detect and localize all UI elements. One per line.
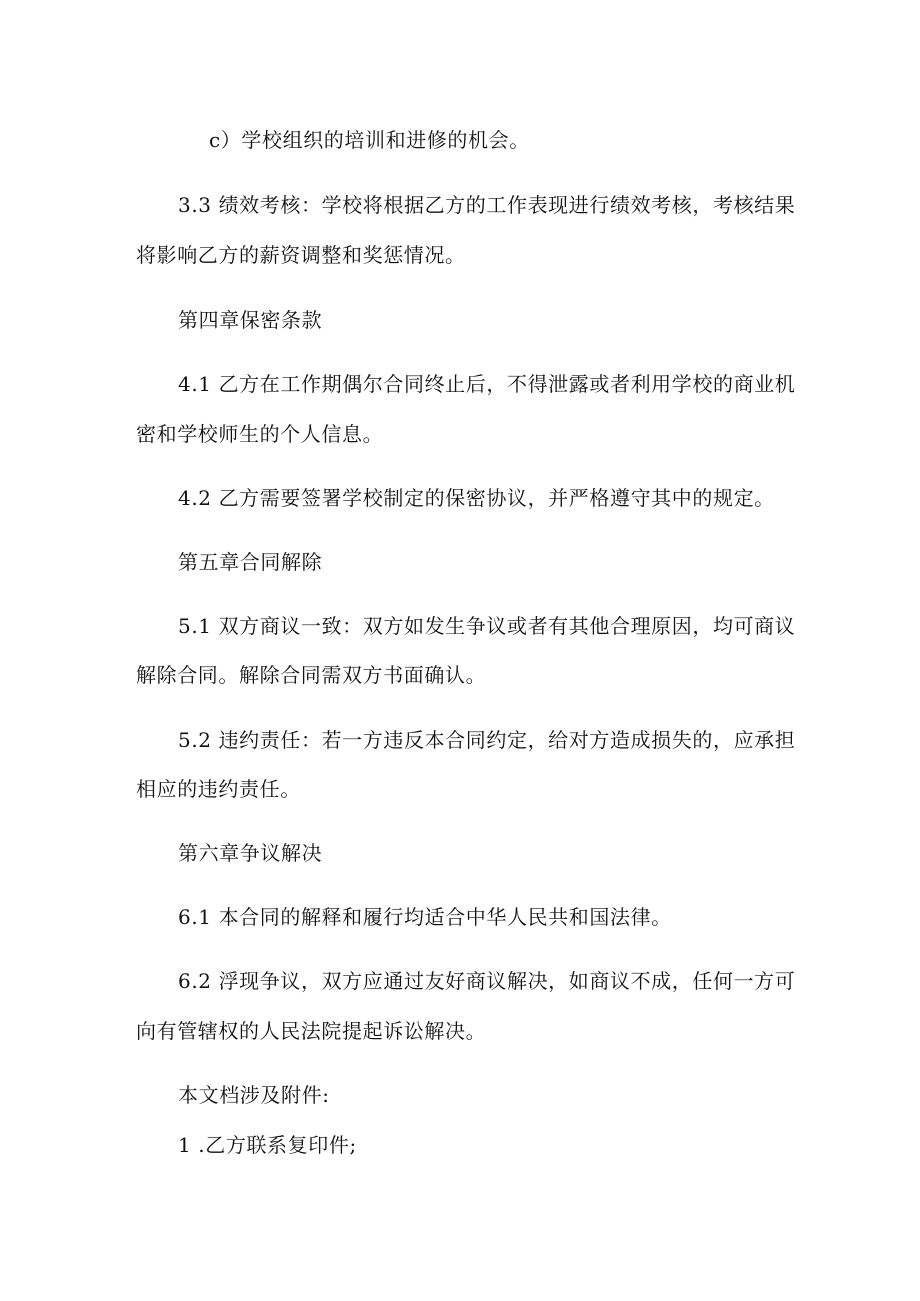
clause-6-2-line-1: 6.2 浮现争议，双方应通过友好商议解决，如商议不成，任何一方可 [178,969,796,993]
clause-3-2-c: c）学校组织的培训和进修的机会。 [209,128,530,152]
clause-5-2-line-2: 相应的违约责任。 [136,777,301,801]
attachment-item-1: 1 .乙方联系复印件; [178,1133,357,1157]
clause-4-1-line-2: 密和学校师生的个人信息。 [136,422,384,446]
chapter-4-heading: 第四章保密条款 [178,308,323,332]
clause-5-1-line-2: 解除合同。解除合同需双方书面确认。 [136,663,487,687]
clause-4-1-line-1: 4.1 乙方在工作期偶尔合同终止后，不得泄露或者利用学校的商业机 [178,372,796,396]
clause-6-1: 6.1 本合同的解释和履行均适合中华人民共和国法律。 [178,905,672,929]
attachments-heading: 本文档涉及附件: [178,1083,330,1107]
clause-4-2: 4.2 乙方需要签署学校制定的保密协议，并严格遵守其中的规定。 [178,486,775,510]
clause-5-1-line-1: 5.1 双方商议一致：双方如发生争议或者有其他合理原因，均可商议 [178,614,796,638]
clause-6-2-line-2: 向有管辖权的人民法院提起诉讼解决。 [136,1019,487,1043]
clause-3-3-line-2: 将影响乙方的薪资调整和奖惩情况。 [136,243,466,267]
chapter-5-heading: 第五章合同解除 [178,550,323,574]
clause-3-3-line-1: 3.3 绩效考核：学校将根据乙方的工作表现进行绩效考核，考核结果 [178,193,796,217]
clause-5-2-line-1: 5.2 违约责任：若一方违反本合同约定，给对方造成损失的，应承担 [178,728,796,752]
chapter-6-heading: 第六章争议解决 [178,841,323,865]
